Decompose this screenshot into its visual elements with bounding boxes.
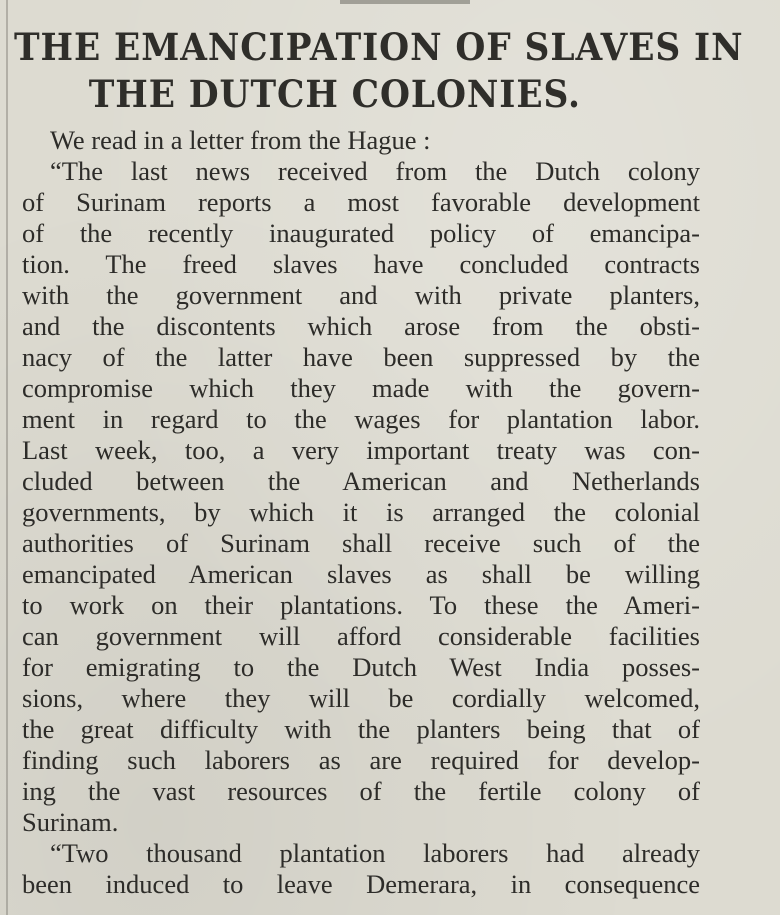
- headline-line-2: THE DUTCH COLONIES.: [88, 72, 581, 116]
- body-line: and the discontents which arose from the obsti-: [22, 311, 700, 341]
- body-line: authorities of Surinam shall receive such of the: [22, 528, 700, 558]
- body-line: cluded between the American and Netherlands: [22, 466, 700, 496]
- body-line: ment in regard to the wages for plantation labor.: [22, 404, 700, 434]
- article-headline: [14, 24, 744, 118]
- headline-line-1: THE EMANCIPATION OF SLAVES IN: [14, 25, 744, 69]
- body-line: with the government and with private planters,: [22, 280, 700, 310]
- body-line: of the recently inaugurated policy of emancipa-: [22, 218, 700, 248]
- article-body: [22, 125, 700, 900]
- body-line: of Surinam reports a most favorable development: [22, 187, 700, 217]
- body-line: tion. The freed slaves have concluded contracts: [22, 249, 700, 279]
- body-line: compromise which they made with the govern-: [22, 373, 700, 403]
- body-line: the great difficulty with the planters being that of: [22, 714, 700, 744]
- body-line: to work on their plantations. To these the Ameri-: [22, 590, 700, 620]
- body-line: for emigrating to the Dutch West India posses-: [22, 652, 700, 682]
- body-line: sions, where they will be cordially welcomed,: [22, 683, 700, 713]
- body-line: ing the vast resources of the fertile colony of: [22, 776, 700, 806]
- body-line: finding such laborers as are required for develop-: [22, 745, 700, 775]
- body-line: nacy of the latter have been suppressed by the: [22, 342, 700, 372]
- body-line: Surinam.: [22, 807, 119, 837]
- body-line: emancipated American slaves as shall be willing: [22, 559, 700, 589]
- body-line: governments, by which it is arranged the colonial: [22, 497, 700, 527]
- body-line: can government will afford considerable facilities: [22, 621, 700, 651]
- body-line: been induced to leave Demerara, in consequence: [22, 869, 700, 899]
- body-line: “Two thousand plantation laborers had already: [50, 838, 700, 868]
- body-line: Last week, too, a very important treaty was con-: [22, 435, 700, 465]
- top-column-rule: [340, 0, 470, 4]
- body-line: “The last news received from the Dutch colony: [50, 156, 700, 186]
- body-line: We read in a letter from the Hague :: [50, 125, 431, 155]
- left-column-rule: [6, 0, 8, 915]
